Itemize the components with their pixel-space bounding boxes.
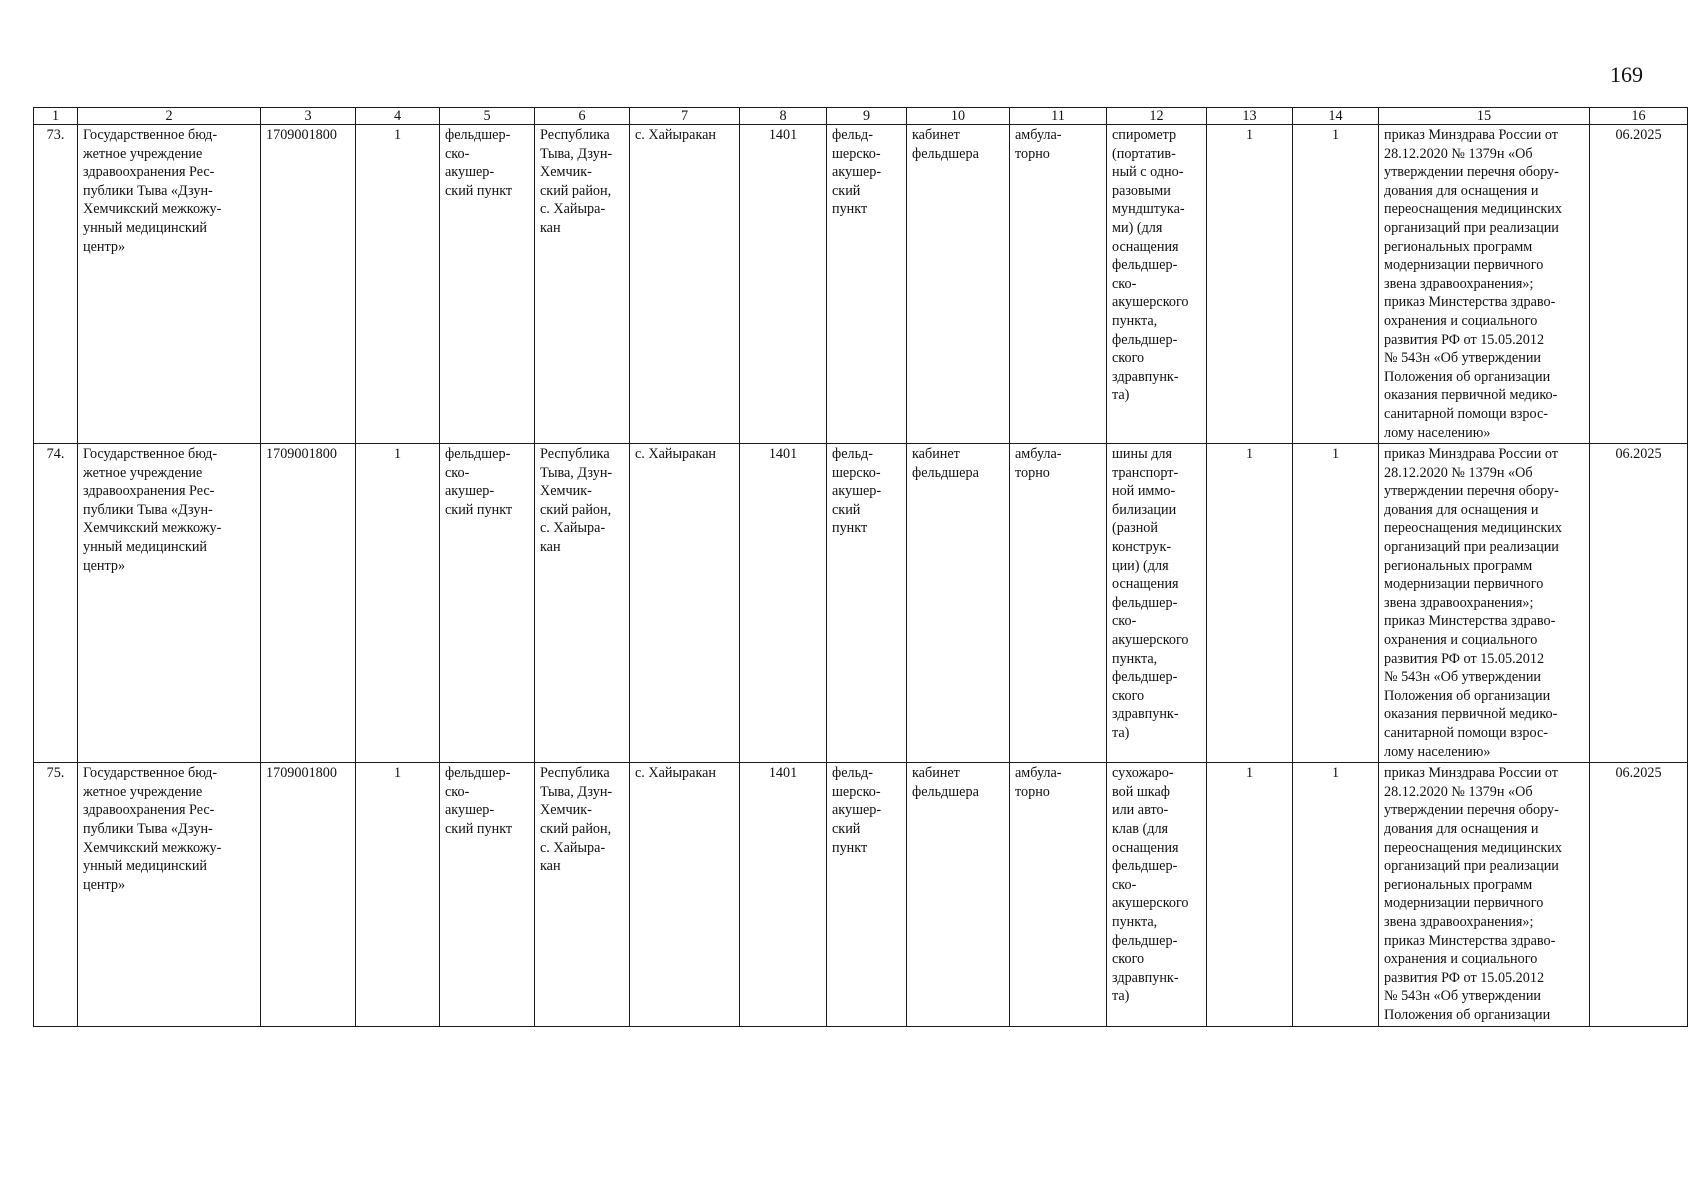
organization-name: Государственное бюд- жетное учреждение здравоохранения Рес- публики Тыва «Дзун- Хемчикский межкожу- унный медицинский центр» bbox=[78, 763, 261, 1026]
row-number: 74. bbox=[34, 444, 78, 763]
quantity-13: 1 bbox=[1207, 444, 1293, 763]
organization-code: 1709001800 bbox=[261, 125, 356, 444]
column-header: 1 bbox=[34, 108, 78, 125]
code-8: 1401 bbox=[740, 444, 827, 763]
unit-name: фельд- шерско- акушер- ский пункт bbox=[827, 444, 907, 763]
address: Республика Тыва, Дзун- Хемчик- ский район, с. Хайыра- кан bbox=[535, 125, 630, 444]
legal-basis: приказ Минздрава России от 28.12.2020 № 1379н «Об утверждении перечня обору- дования для оснащения и переоснащения медицинских организаций при реализации региональных программ модернизации первичного звена здравоохранения»; приказ Минстерства здраво- охранения и социального развития РФ от 15.05.2012 № 543н «Об утверждении Положения об организации оказания первичной медико- санитарной помощи взрос- лому населению» bbox=[1379, 444, 1590, 763]
organization-name: Государственное бюд- жетное учреждение здравоохранения Рес- публики Тыва «Дзун- Хемчикский межкожу- унный медицинский центр» bbox=[78, 444, 261, 763]
column-header: 6 bbox=[535, 108, 630, 125]
column-header: 9 bbox=[827, 108, 907, 125]
equipment: сухожаро- вой шкаф или авто- клав (для оснащения фельдшер- ско- акушерского пункта, фельдшер- ского здравпунк- та) bbox=[1107, 763, 1207, 1026]
date: 06.2025 bbox=[1590, 125, 1688, 444]
quantity-13: 1 bbox=[1207, 763, 1293, 1026]
column-header: 16 bbox=[1590, 108, 1688, 125]
column-header: 12 bbox=[1107, 108, 1207, 125]
unit-type: фельдшер- ско- акушер- ский пункт bbox=[440, 125, 535, 444]
legal-basis: приказ Минздрава России от 28.12.2020 № 1379н «Об утверждении перечня обору- дования для оснащения и переоснащения медицинских организаций при реализации региональных программ модернизации первичного звена здравоохранения»; приказ Минстерства здраво- охранения и социального развития РФ от 15.05.2012 № 543н «Об утверждении Положения об организации bbox=[1379, 763, 1590, 1026]
code-8: 1401 bbox=[740, 763, 827, 1026]
row-number: 73. bbox=[34, 125, 78, 444]
organization-code: 1709001800 bbox=[261, 763, 356, 1026]
quantity-13: 1 bbox=[1207, 125, 1293, 444]
unit-type: фельдшер- ско- акушер- ский пункт bbox=[440, 444, 535, 763]
settlement: с. Хайыракан bbox=[630, 444, 740, 763]
organization-name: Государственное бюд- жетное учреждение здравоохранения Рес- публики Тыва «Дзун- Хемчикский межкожу- унный медицинский центр» bbox=[78, 125, 261, 444]
quantity-14: 1 bbox=[1293, 444, 1379, 763]
code-8: 1401 bbox=[740, 125, 827, 444]
page-number: 169 bbox=[1610, 62, 1643, 87]
row-number: 75. bbox=[34, 763, 78, 1026]
column-header: 10 bbox=[907, 108, 1010, 125]
date: 06.2025 bbox=[1590, 444, 1688, 763]
column-header: 2 bbox=[78, 108, 261, 125]
date: 06.2025 bbox=[1590, 763, 1688, 1026]
legal-basis: приказ Минздрава России от 28.12.2020 № 1379н «Об утверждении перечня обору- дования для оснащения и переоснащения медицинских организаций при реализации региональных программ модернизации первичного звена здравоохранения»; приказ Минстерства здраво- охранения и социального развития РФ от 15.05.2012 № 543н «Об утверждении Положения об организации оказания первичной медико- санитарной помощи взрос- лому населению» bbox=[1379, 125, 1590, 444]
equipment: спирометр (портатив- ный с одно- разовыми мундштука- ми) (для оснащения фельдшер- ско- акушерского пункта, фельдшер- ского здравпунк- та) bbox=[1107, 125, 1207, 444]
column-number-row bbox=[34, 108, 1688, 125]
table-row bbox=[34, 763, 1688, 1026]
column-header: 13 bbox=[1207, 108, 1293, 125]
column-header: 7 bbox=[630, 108, 740, 125]
equipment: шины для транспорт- ной иммо- билизации (разной конструк- ции) (для оснащения фельдшер- ско- акушерского пункта, фельдшер- ского здравпунк- та) bbox=[1107, 444, 1207, 763]
care-type: амбула- торно bbox=[1010, 125, 1107, 444]
settlement: с. Хайыракан bbox=[630, 763, 740, 1026]
unit-name: фельд- шерско- акушер- ский пункт bbox=[827, 763, 907, 1026]
table-row bbox=[34, 444, 1688, 763]
organization-code: 1709001800 bbox=[261, 444, 356, 763]
unit-name: фельд- шерско- акушер- ский пункт bbox=[827, 125, 907, 444]
count-value: 1 bbox=[356, 125, 440, 444]
unit-type: фельдшер- ско- акушер- ский пункт bbox=[440, 763, 535, 1026]
equipment-table bbox=[33, 107, 1688, 1027]
column-header: 5 bbox=[440, 108, 535, 125]
care-type: амбула- торно bbox=[1010, 444, 1107, 763]
quantity-14: 1 bbox=[1293, 763, 1379, 1026]
count-value: 1 bbox=[356, 763, 440, 1026]
settlement: с. Хайыракан bbox=[630, 125, 740, 444]
address: Республика Тыва, Дзун- Хемчик- ский район, с. Хайыра- кан bbox=[535, 763, 630, 1026]
cabinet: кабинет фельдшера bbox=[907, 444, 1010, 763]
cabinet: кабинет фельдшера bbox=[907, 763, 1010, 1026]
count-value: 1 bbox=[356, 444, 440, 763]
column-header: 3 bbox=[261, 108, 356, 125]
address: Республика Тыва, Дзун- Хемчик- ский район, с. Хайыра- кан bbox=[535, 444, 630, 763]
care-type: амбула- торно bbox=[1010, 763, 1107, 1026]
table-row bbox=[34, 125, 1688, 444]
column-header: 11 bbox=[1010, 108, 1107, 125]
column-header: 8 bbox=[740, 108, 827, 125]
cabinet: кабинет фельдшера bbox=[907, 125, 1010, 444]
column-header: 14 bbox=[1293, 108, 1379, 125]
column-header: 15 bbox=[1379, 108, 1590, 125]
column-header: 4 bbox=[356, 108, 440, 125]
quantity-14: 1 bbox=[1293, 125, 1379, 444]
